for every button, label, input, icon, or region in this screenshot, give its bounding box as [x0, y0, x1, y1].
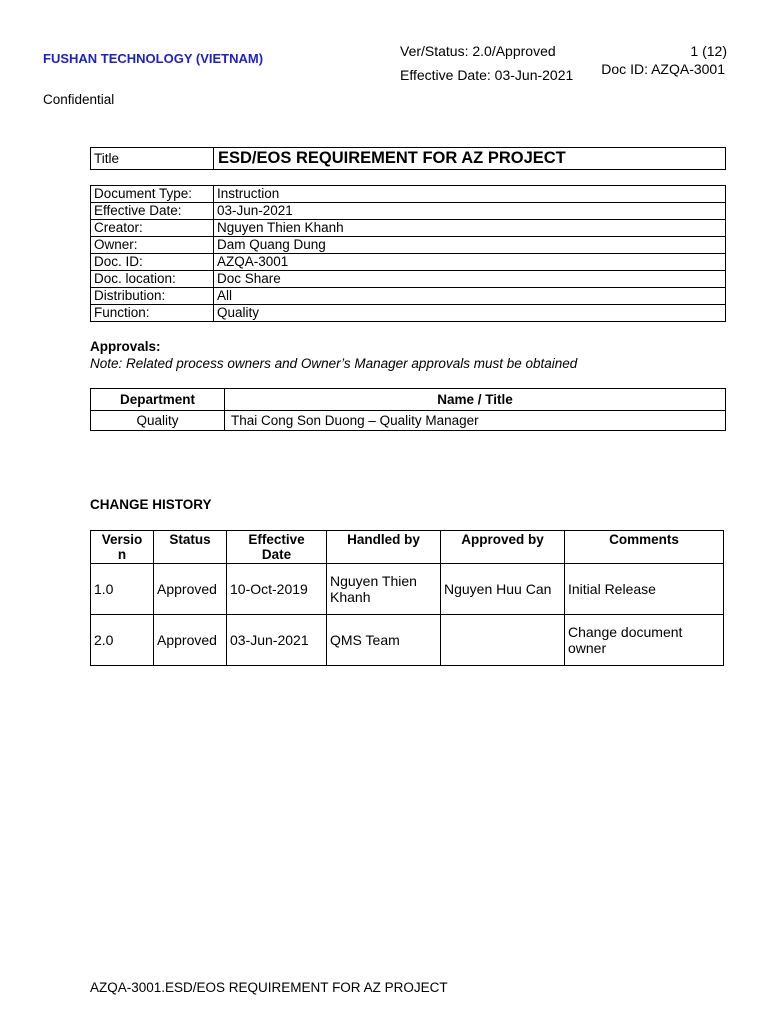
info-value: Dam Quang Dung [214, 237, 726, 254]
info-value: All [214, 288, 726, 305]
change-history-table [90, 530, 724, 666]
info-label: Function: [91, 305, 214, 322]
info-value: Nguyen Thien Khanh [214, 220, 726, 237]
title-label: Title [91, 148, 214, 170]
approvals-header-department: Department [91, 389, 225, 411]
history-header-approved-by: Approved by [441, 531, 565, 564]
change-history-heading: CHANGE HISTORY [90, 497, 212, 512]
info-label: Document Type: [91, 186, 214, 203]
info-value: Instruction [214, 186, 726, 203]
table-row [91, 615, 724, 666]
approvals-note: Note: Related process owners and Owner’s Manager approvals must be obtained [90, 356, 578, 371]
history-version: 2.0 [91, 615, 154, 666]
company-name: FUSHAN TECHNOLOGY (VIETNAM) [43, 51, 264, 66]
history-header-status: Status [154, 531, 227, 564]
history-comments: Change document owner [565, 615, 724, 666]
info-label: Effective Date: [91, 203, 214, 220]
table-row [91, 411, 726, 431]
history-approved-by: Nguyen Huu Can [441, 564, 565, 615]
table-row [91, 564, 724, 615]
table-row [91, 237, 726, 254]
info-label: Doc. ID: [91, 254, 214, 271]
table-row [91, 254, 726, 271]
history-header-handled-by: Handled by [327, 531, 441, 564]
footer-text: AZQA-3001.ESD/EOS REQUIREMENT FOR AZ PROJECT [90, 980, 448, 995]
table-row [91, 288, 726, 305]
document-info-table [90, 185, 726, 322]
history-header-version: Versio n [91, 531, 154, 564]
info-label: Doc. location: [91, 271, 214, 288]
header-effective-date: Effective Date: 03-Jun-2021 [400, 67, 574, 83]
title-table [90, 147, 726, 170]
approvals-heading: Approvals: [90, 339, 161, 354]
table-row [91, 203, 726, 220]
info-value: Doc Share [214, 271, 726, 288]
confidential-label: Confidential [43, 92, 115, 107]
history-status: Approved [154, 615, 227, 666]
history-handled-by: QMS Team [327, 615, 441, 666]
info-value: 03-Jun-2021 [214, 203, 726, 220]
history-handled-by: Nguyen Thien Khanh [327, 564, 441, 615]
history-version: 1.0 [91, 564, 154, 615]
history-header-comments: Comments [565, 531, 724, 564]
approvals-table [90, 388, 726, 431]
info-label: Owner: [91, 237, 214, 254]
table-row [91, 186, 726, 203]
page-number: 1 (12) [690, 43, 727, 59]
history-effective-date: 10-Oct-2019 [227, 564, 327, 615]
table-row [91, 305, 726, 322]
table-row [91, 271, 726, 288]
history-approved-by [441, 615, 565, 666]
history-comments: Initial Release [565, 564, 724, 615]
document-title: ESD/EOS REQUIREMENT FOR AZ PROJECT [214, 148, 726, 170]
approval-department: Quality [91, 411, 225, 431]
history-effective-date: 03-Jun-2021 [227, 615, 327, 666]
history-status: Approved [154, 564, 227, 615]
info-value: Quality [214, 305, 726, 322]
ver-status: Ver/Status: 2.0/Approved [400, 43, 556, 59]
info-value: AZQA-3001 [214, 254, 726, 271]
header-doc-id: Doc ID: AZQA-3001 [601, 61, 725, 77]
table-row [91, 220, 726, 237]
approvals-header-name-title: Name / Title [225, 389, 726, 411]
info-label: Distribution: [91, 288, 214, 305]
approval-name-title: Thai Cong Son Duong – Quality Manager [225, 411, 726, 431]
info-label: Creator: [91, 220, 214, 237]
history-header-effective-date: Effective Date [227, 531, 327, 564]
